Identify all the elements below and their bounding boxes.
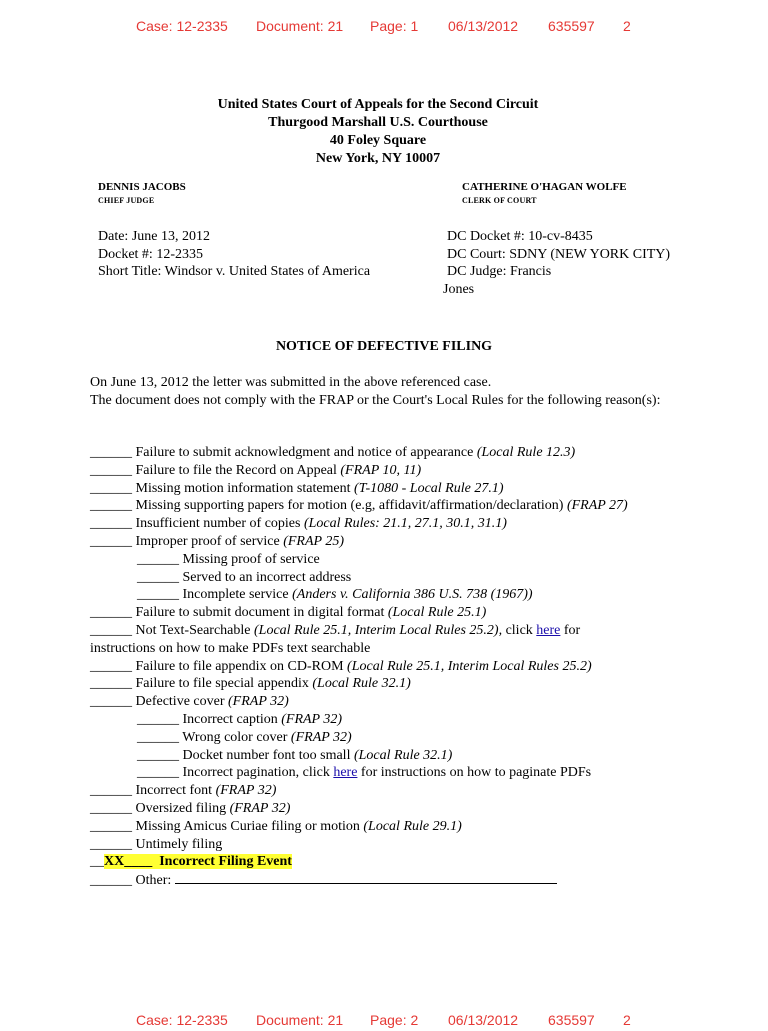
header-num: 2	[623, 18, 631, 34]
list-item: ______ Incorrect pagination, click here for instructions on how to paginate PDFs	[137, 765, 592, 781]
header-case: Case: 12-2335	[136, 18, 228, 34]
list-item: ______ Improper proof of service (FRAP 25)	[90, 533, 344, 549]
filing-date: Date: June 13, 2012	[98, 229, 210, 244]
list-item: ______ Incomplete service (Anders v. California 386 U.S. 738 (1967))	[137, 587, 533, 603]
list-item-selected: __XX____ Incorrect Filing Event	[90, 854, 292, 870]
list-item: ______ Served to an incorrect address	[137, 569, 352, 585]
clerk-title: CLERK OF COURT	[462, 196, 537, 205]
list-item: ______ Other:	[90, 871, 710, 889]
list-item: ______ Defective cover (FRAP 32)	[90, 694, 289, 710]
text-searchable-help-link[interactable]: here	[536, 622, 561, 638]
docket-header-bottom	[0, 1009, 768, 1031]
selected-highlight: XX____ Incorrect Filing Event	[104, 854, 292, 870]
dc-docket: DC Docket #: 10-cv-8435	[447, 229, 593, 244]
defect-checklist	[90, 444, 710, 889]
list-item: ______ Failure to file appendix on CD-ROM (Local Rule 25.1, Interim Local Rules 25.2)	[90, 658, 592, 674]
header-document: Document: 21	[256, 18, 344, 34]
header-page: Page: 2	[370, 1012, 419, 1028]
court-address	[0, 96, 756, 168]
court-city: New York, NY 10007	[315, 151, 441, 166]
list-item: ______ Incorrect caption (FRAP 32)	[137, 711, 343, 727]
court-name: United States Court of Appeals for the Second Circuit	[217, 97, 539, 112]
header-date: 06/13/2012	[448, 1012, 519, 1028]
list-item: ______ Wrong color cover (FRAP 32)	[137, 729, 352, 745]
pagination-help-link[interactable]: here	[333, 765, 358, 781]
list-item: instructions on how to make PDFs text searchable	[90, 640, 371, 656]
docket-number: Docket #: 12-2335	[98, 247, 203, 262]
clerk-name: CATHERINE O'HAGAN WOLFE	[462, 181, 627, 193]
header-case: Case: 12-2335	[136, 1012, 228, 1028]
list-item: ______ Missing Amicus Curiae filing or motion (Local Rule 29.1)	[90, 818, 462, 834]
header-num: 2	[623, 1012, 631, 1028]
list-item: ______ Failure to submit document in digital format (Local Rule 25.1)	[90, 605, 487, 621]
list-item: ______ Missing motion information statement (T-1080 - Local Rule 27.1)	[90, 480, 504, 496]
list-item: ______ Failure to file special appendix (Local Rule 32.1)	[90, 676, 411, 692]
dc-judge: DC Judge: Francis	[447, 264, 552, 279]
chief-judge-title: CHIEF JUDGE	[98, 196, 155, 205]
list-item: ______ Not Text-Searchable (Local Rule 25.1, Interim Local Rules 25.2), click here for	[90, 622, 581, 638]
list-item: ______ Failure to file the Record on Appeal (FRAP 10, 11)	[90, 462, 422, 478]
short-title: Short Title: Windsor v. United States of America	[98, 264, 371, 279]
list-item: ______ Untimely filing	[90, 836, 223, 852]
list-item: ______ Docket number font too small (Local Rule 32.1)	[137, 747, 453, 763]
chief-judge-name: DENNIS JACOBS	[98, 181, 186, 193]
dc-court: DC Court: SDNY (NEW YORK CITY)	[447, 247, 671, 262]
intro-line-1: On June 13, 2012 the letter was submitted in the above referenced case.	[90, 375, 492, 390]
court-street: 40 Foley Square	[329, 133, 427, 148]
header-id: 635597	[548, 1012, 595, 1028]
list-item: ______ Missing proof of service	[137, 551, 320, 567]
docket-header-top	[0, 15, 768, 37]
list-item: ______ Incorrect font (FRAP 32)	[90, 783, 277, 799]
courthouse-name: Thurgood Marshall U.S. Courthouse	[268, 115, 488, 130]
header-document: Document: 21	[256, 1012, 344, 1028]
header-id: 635597	[548, 18, 595, 34]
header-page: Page: 1	[370, 18, 419, 34]
header-date: 06/13/2012	[448, 18, 519, 34]
intro-line-2: The document does not comply with the FRAP or the Court's Local Rules for the following reason(s):	[90, 393, 661, 408]
other-blank-line	[175, 871, 557, 884]
list-item: ______ Failure to submit acknowledgment and notice of appearance (Local Rule 12.3)	[90, 445, 576, 460]
list-item: ______ Oversized filing (FRAP 32)	[90, 800, 291, 816]
list-item: ______ Missing supporting papers for motion (e.g, affidavit/affirmation/declaration) (FRAP 27)	[90, 498, 628, 514]
notice-title: NOTICE OF DEFECTIVE FILING	[275, 339, 493, 354]
dc-judge-cont: Jones	[443, 282, 475, 297]
list-item: ______ Insufficient number of copies (Local Rules: 21.1, 27.1, 30.1, 31.1)	[90, 516, 507, 532]
